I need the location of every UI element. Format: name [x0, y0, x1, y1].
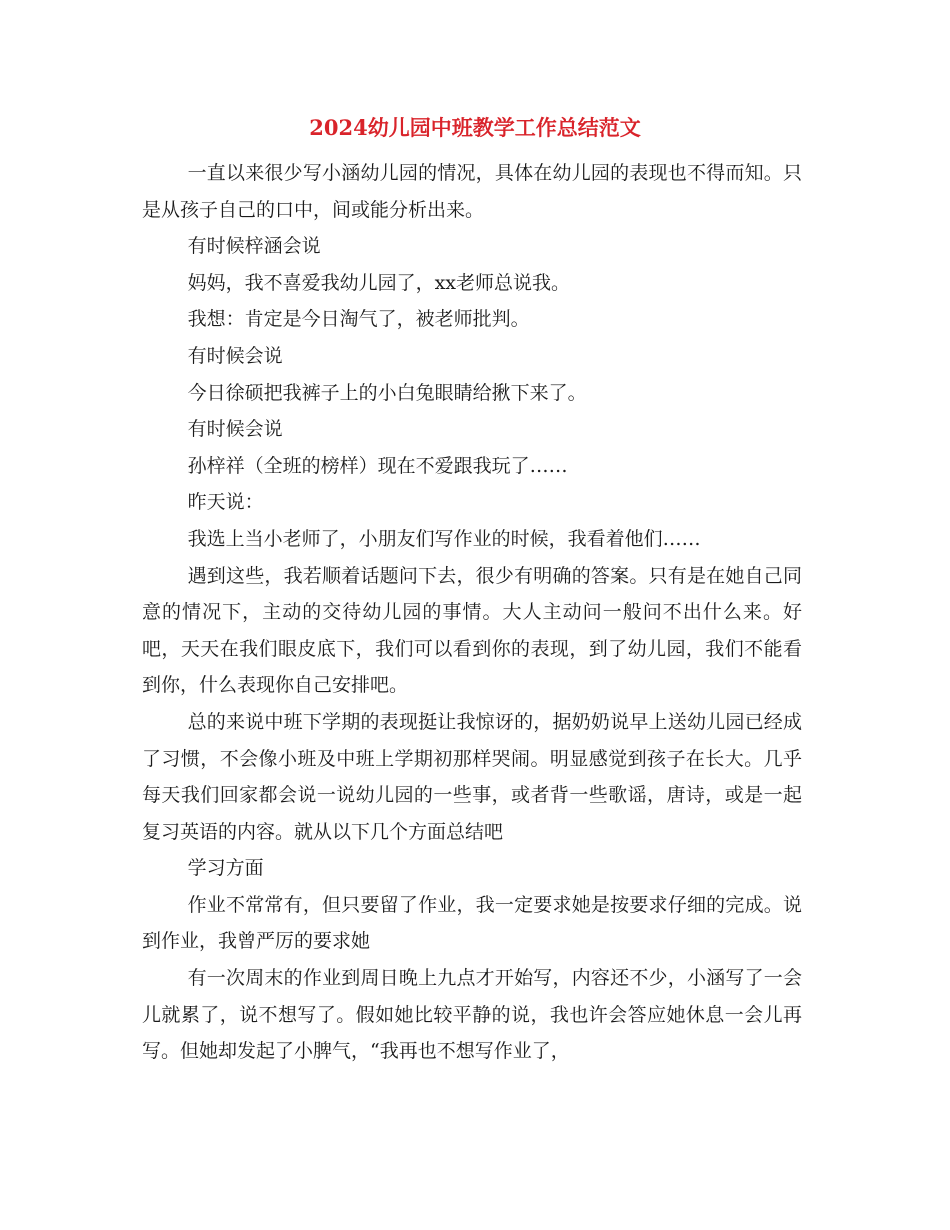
paragraph: 有时候会说	[187, 418, 283, 441]
paragraph: 昨天说：	[187, 491, 264, 514]
paragraph: 遇到这些，我若顺着话题问下去，很少有明确的答案。只有是在她自己同意的情况下，主动的交待幼儿园的事情。大人主动问一般问不出什么来。好吧，天天在我们眼皮底下，我们可以看到你的表现，到了幼儿园，我们不能看到你，什么表现你自己安排吧。	[142, 564, 802, 697]
paragraph: 孙梓祥（全班的榜样）现在不爱跟我玩了……	[187, 454, 568, 477]
paragraph: 我想：肯定是今日淘气了，被老师批判。	[187, 308, 530, 331]
paragraph: 总的来说中班下学期的表现挺让我惊讶的，据奶奶说早上送幼儿园已经成了习惯，不会像小班及中班上学期初那样哭闹。明显感觉到孩子在长大。几乎每天我们回家都会说一说幼儿园的一些事，或者背一些歌谣，唐诗，或是一起复习英语的内容。就从以下几个方面总结吧	[142, 710, 802, 843]
paragraph: 有时候梓涵会说	[187, 235, 321, 258]
document-body	[142, 155, 802, 1070]
paragraph: 有一次周末的作业到周日晚上九点才开始写，内容还不少，小涵写了一会儿就累了，说不想写了。假如她比较平静的说，我也许会答应她休息一会儿再写。但她却发起了小脾气，“我再也不想写作业了，	[142, 967, 802, 1063]
document-title: 2024幼儿园中班教学工作总结范文	[309, 115, 641, 140]
paragraph: 今日徐硕把我裤子上的小白兔眼睛给揪下来了。	[187, 381, 587, 404]
paragraph: 妈妈，我不喜爱我幼儿园了，xx老师总说我。	[187, 271, 571, 294]
paragraph: 有时候会说	[187, 344, 283, 367]
paragraph: 作业不常常有，但只要留了作业，我一定要求她是按要求仔细的完成。说到作业，我曾严厉的要求她	[142, 893, 802, 953]
paragraph: 一直以来很少写小涵幼儿园的情况，具体在幼儿园的表现也不得而知。只是从孩子自己的口中，间或能分析出来。	[142, 162, 802, 221]
section-heading: 学习方面	[187, 857, 264, 880]
paragraph: 我选上当小老师了，小朋友们写作业的时候，我看着他们……	[187, 527, 701, 550]
